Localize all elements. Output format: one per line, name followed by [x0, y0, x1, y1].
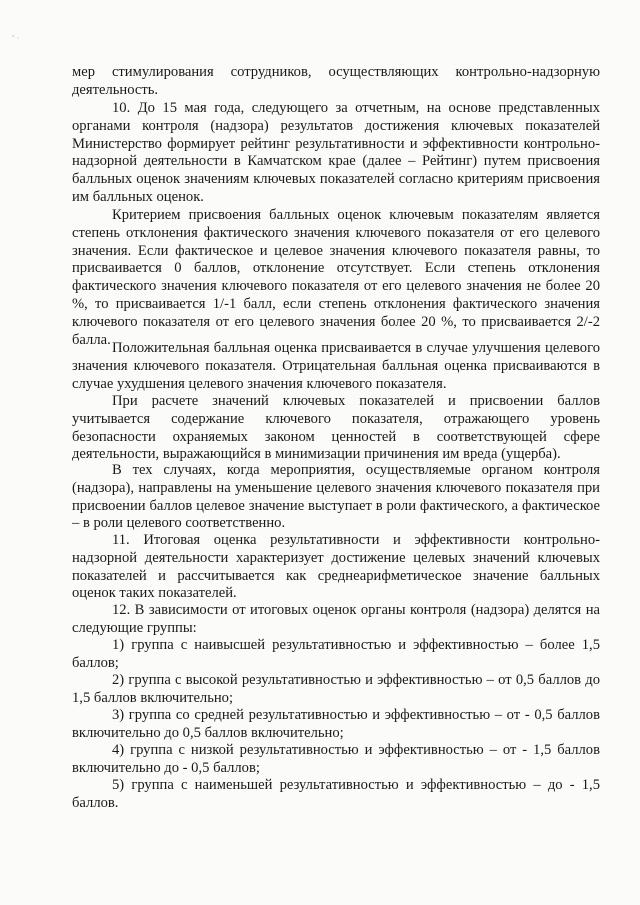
group-item-1: 1) группа с наивысшей результативностью и эффективностью – более 1,5 баллов; — [72, 637, 600, 671]
paragraph-positive-score: Положительная балльная оценка присваивается в случае улучшения целевого значения ключевого показателя. Отрицательная балльная оценка присваиваются в случае ухудшения целевого значения ключевого показателя. — [72, 340, 600, 392]
paragraph-continuation: мер стимулирования сотрудников, осуществляющих контрольно-надзорную деятельность. — [72, 64, 600, 98]
paragraph-item-10: 10. До 15 мая года, следующего за отчетным, на основе представленных органами контроля (надзора) результатов достижения ключевых показателей Министерство формирует рейтинг результативности и эффективности контрольно-надзорной деятельности в Камчатском крае (далее – Рейтинг) путем присвоения балльных оценок значениям ключевых показателей согласно критериям присвоения им балльных оценок. — [72, 100, 600, 205]
paragraph-item-12: 12. В зависимости от итоговых оценок органы контроля (надзора) делятся на следующие группы: — [72, 602, 600, 636]
paragraph-reduction-cases: В тех случаях, когда мероприятия, осуществляемые органом контроля (надзора), направлены на уменьшение целевого значения ключевого показателя при присвоении баллов целевое значение выступает в роли фактического, а фактическое – в роли целевого соответственно. — [72, 462, 600, 532]
scan-corner-mark: ' · — [12, 34, 20, 43]
paragraph-criteria: Критерием присвоения балльных оценок ключевым показателям является степень отклонения фактического значения ключевого показателя от его целевого значения. Если фактическое и целевое значения ключевого показателя равны, то присваивается 0 баллов, отклонение отсутствует. Если степень отклонения фактического значения ключевого показателя от его целевого значения не более 20 %, то присваивается 1/-1 балл, если степень отклонения фактического значения ключевого показателя от его целевого значения более 20 %, то присваивается 2/-2 балла. — [72, 207, 600, 348]
group-item-3: 3) группа со средней результативностью и эффективностью – от - 0,5 баллов включительно до 0,5 баллов включительно; — [72, 707, 600, 741]
group-item-4: 4) группа с низкой результативностью и эффективностью – от - 1,5 баллов включительно до - 0,5 баллов; — [72, 742, 600, 776]
paragraph-item-11: 11. Итоговая оценка результативности и эффективности контрольно-надзорной деятельности характеризует достижение целевых значений ключевых показателей и рассчитывается как среднеарифметическое значение балльных оценок таких показателей. — [72, 532, 600, 602]
group-item-2: 2) группа с высокой результативностью и эффективностью – от 0,5 баллов до 1,5 баллов включительно; — [72, 672, 600, 706]
paragraph-calculation: При расчете значений ключевых показателей и присвоении баллов учитывается содержание ключевого показателя, отражающего уровень безопасности охраняемых законом ценностей в соответствующей сфере деятельности, выражающийся в минимизации причинения им вреда (ущерба). — [72, 393, 600, 463]
group-item-5: 5) группа с наименьшей результативностью и эффективностью – до - 1,5 баллов. — [72, 777, 600, 811]
